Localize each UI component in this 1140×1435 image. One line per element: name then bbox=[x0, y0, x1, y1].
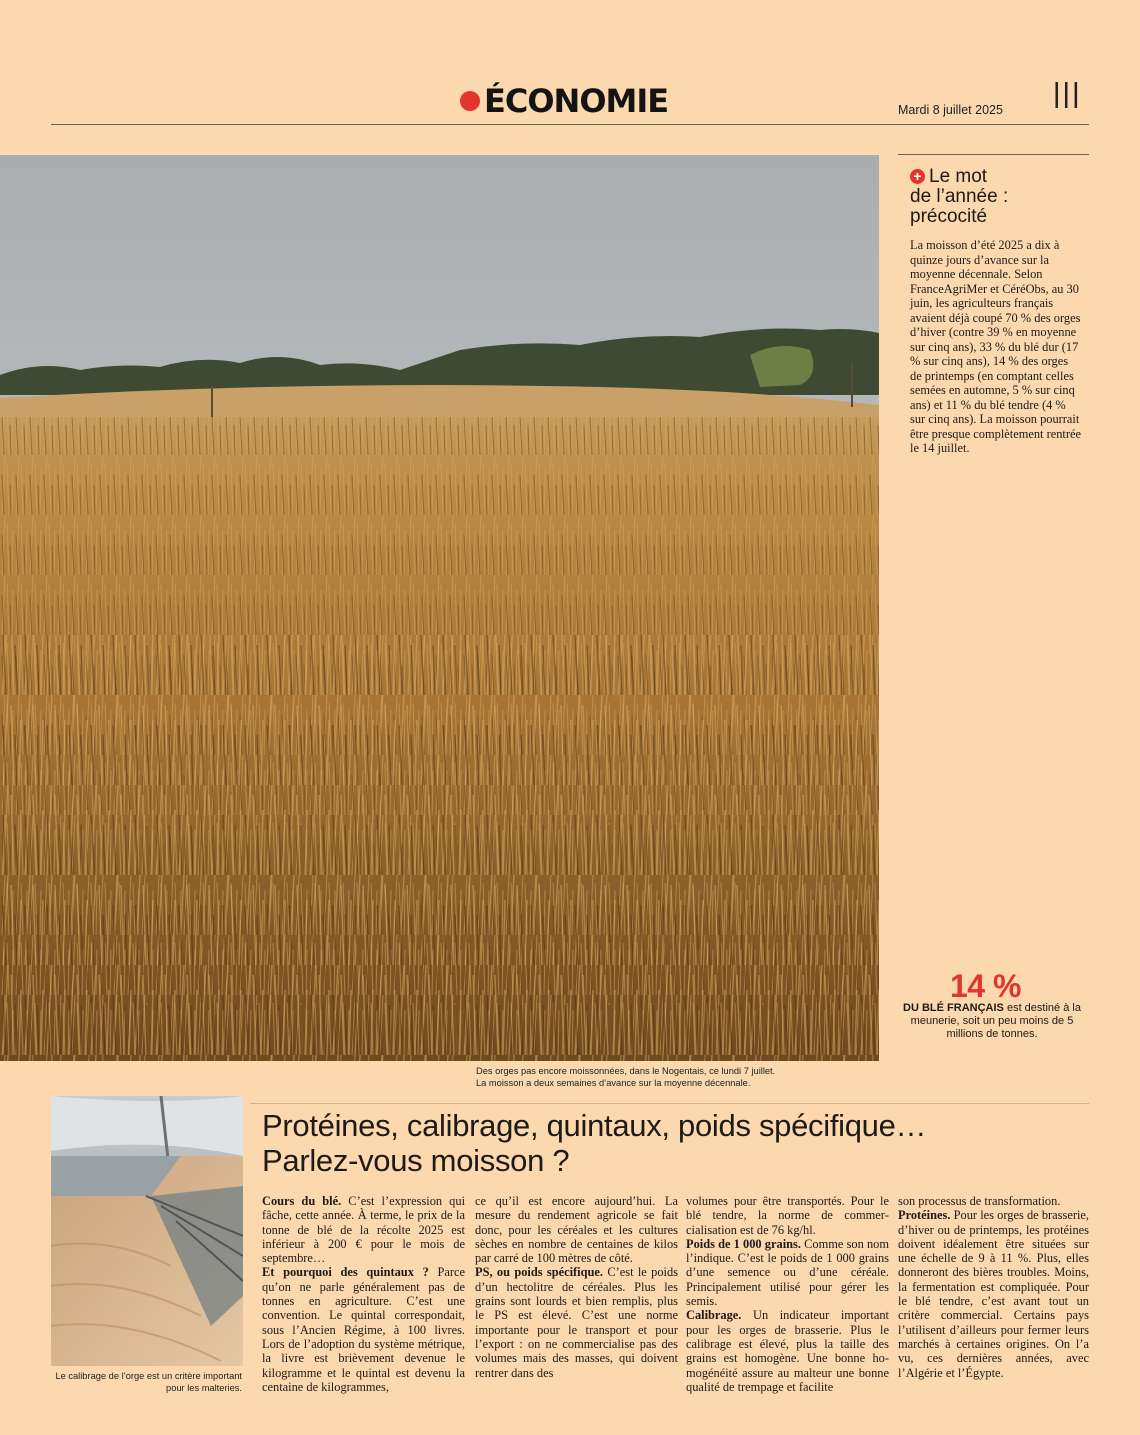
section-dot-icon bbox=[460, 91, 480, 111]
paragraph-text: ce qu’il est encore aujourd’hui. La mesure du rendement agricole se fait donc, pour les céréales et les cultures sèches en nombre de centaines de kilos par carré de 100 mètres de côté. bbox=[475, 1194, 678, 1266]
word-of-year-body: La moisson d’été 2025 a dix à quinze jours d’avance sur la moyenne décennale. Selon FranceAgriMer et CéréObs, au 30 juin, les agriculteurs français avaient déjà coupé 70 % des orges d’hiver (contre 39 % en moyenne sur cinq ans), 33 % du blé dur (17 % sur cinq ans), 14 % des orges de printemps (en comptant celles semées en automne, 5 % sur cinq ans) et 11 % du blé tendre (4 % sur cinq ans). La moisson pourrait être presque complètement rentrée le 14 juillet. bbox=[910, 238, 1081, 455]
paragraph bbox=[898, 1208, 1089, 1380]
lead-term: Protéines. bbox=[898, 1208, 951, 1223]
lead-term: Et pourquoi des quintaux ? bbox=[262, 1265, 429, 1280]
paragraph bbox=[475, 1194, 678, 1265]
paragraph-text: Parce qu’on ne parle généralement pas de tonnes en agriculture. C’est une convention. Le quintal correspondait, sous l’Ancien Régime, à 100 livres. Lors de l’adoption du système métrique, la livre est brièvement devenue le kilogramme et le quintal est devenu la centaine de kilogrammes, bbox=[262, 1265, 465, 1394]
paragraph bbox=[898, 1194, 1089, 1208]
word-of-year-title bbox=[910, 167, 1090, 227]
main-caption-line1: Des orges pas encore moissonnées, dans le Nogentais, ce lundi 7 juillet. bbox=[476, 1066, 776, 1076]
article-headline bbox=[262, 1108, 1062, 1178]
barley-field-photo bbox=[0, 155, 879, 1061]
section-heading bbox=[460, 80, 668, 122]
paragraph-text: volumes pour être transportés. Pour le blé tendre, la norme de commercialisation est de 76 kg/hl. bbox=[686, 1194, 889, 1237]
article-column-4 bbox=[898, 1194, 1089, 1380]
word-title-line3: précocité bbox=[910, 206, 988, 227]
article-column-3 bbox=[686, 1194, 889, 1394]
main-caption-line2: La moisson a deux semaines d’avance sur la moyenne décennale. bbox=[476, 1078, 751, 1088]
paragraph bbox=[262, 1265, 465, 1394]
paragraph bbox=[686, 1194, 889, 1237]
paragraph-text: Comme son nom l’indique. C’est le poids de 1 000 grains d’une semence ou d’une céréale. Principalement utilisé pour gérer les semis. bbox=[686, 1236, 889, 1309]
paragraph-text: son processus de transformation. bbox=[898, 1194, 1061, 1208]
paragraph-text: Pour les orges de brasserie, d’hiver ou de printemps, les protéines doivent idéalement être situées sur une échelle de 9 à 11 %. Plus, elles donneront des bières troubles. Moins, la fermentation est compliquée. Pour le blé tendre, c’est avant tout un critère commercial. Certains pays l’utilisent d’ailleurs pour fermer leurs marchés à certaines origines. On l’a vu, ces dernières années, avec l’Algérie et l’Égypte. bbox=[898, 1208, 1089, 1380]
paragraph-text: Un indicateur important pour les orges de brasserie. Plus le calibrage est élevé, plus la taille des grains est homogène. Une bonne homogénéité assure au malteur une bonne qualité de trempage et facilite bbox=[686, 1308, 889, 1394]
header-divider bbox=[51, 124, 1089, 125]
paragraph bbox=[475, 1265, 678, 1379]
paragraph bbox=[262, 1194, 465, 1265]
silo-photo-caption: Le calibrage de l’orge est un critère important pour les malteries. bbox=[55, 1371, 242, 1393]
plus-icon: + bbox=[910, 169, 925, 184]
paragraph-text: C’est l’expression qui fâche, cette année. À terme, le prix de la tonne de blé de la récolte 2025 est inférieur à 200 € pour le mois de septembre… bbox=[262, 1194, 466, 1266]
lead-term: Cours du blé. bbox=[262, 1194, 342, 1208]
page-number: III bbox=[1053, 76, 1082, 117]
stat-bold-label: DU BLÉ FRANÇAIS bbox=[903, 1002, 1004, 1014]
issue-date: Mardi 8 juillet 2025 bbox=[898, 103, 1003, 117]
article-column-2 bbox=[475, 1194, 678, 1380]
lead-term: PS, ou poids spécifique. bbox=[475, 1265, 604, 1280]
word-title-line2: de l’année : bbox=[910, 186, 1009, 207]
paragraph bbox=[686, 1308, 889, 1394]
stat-text: est destiné à la meunerie, soit un peu moins de 5 millions de tonnes. bbox=[910, 1002, 1081, 1040]
lead-term: Poids de 1 000 grains. bbox=[686, 1236, 801, 1251]
stat-value: 14 % bbox=[950, 968, 1021, 1004]
main-photo-caption bbox=[476, 1065, 876, 1089]
grain-silo-photo bbox=[51, 1096, 243, 1366]
headline-line1: Protéines, calibrage, quintaux, poids spécifique… bbox=[262, 1108, 927, 1143]
headline-line2: Parlez-vous moisson ? bbox=[262, 1143, 570, 1178]
stat-description bbox=[902, 1002, 1082, 1041]
section-label: ÉCONOMIE bbox=[484, 82, 669, 120]
lead-term: Calibrage. bbox=[686, 1308, 742, 1323]
word-title-line1: Le mot bbox=[929, 166, 988, 187]
paragraph bbox=[686, 1237, 889, 1308]
article-column-1 bbox=[262, 1194, 465, 1394]
paragraph-text: C’est le poids d’un hectolitre de céréales. Plus les grains sont lourds et bien remplis, plus le PS est élevé. C’est une norme importante pour le transport et pour l’export : on ne commercialise pas des volumes mais des masses, qui doivent rentrer dans des bbox=[475, 1265, 678, 1380]
sidebar-divider bbox=[898, 154, 1089, 155]
article-divider bbox=[250, 1103, 1089, 1104]
